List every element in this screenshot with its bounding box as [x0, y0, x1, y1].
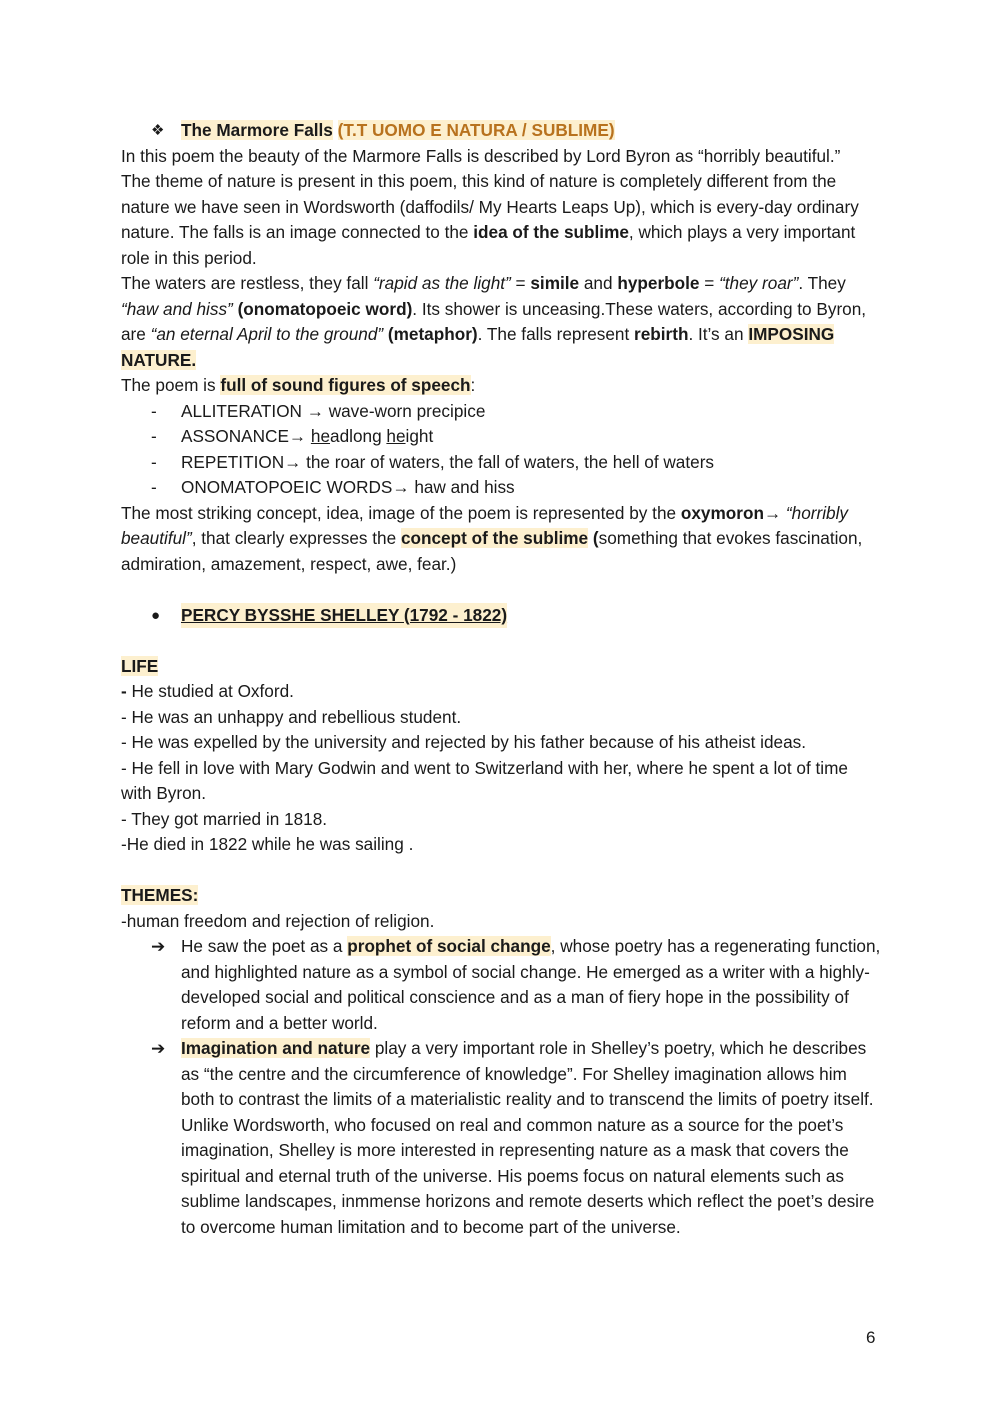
life-item: - He was an unhappy and rebellious student.	[121, 706, 462, 727]
section-heading-marmore	[151, 118, 881, 144]
diamond-bullet-icon: ❖	[151, 122, 165, 139]
list-item: - ASSONANCE→ headlong height	[151, 426, 434, 446]
spacer	[121, 577, 881, 603]
list-item: - ALLITERATION → wave-worn precipice	[151, 400, 486, 421]
arrow-bullet-icon: ➔	[151, 1038, 166, 1058]
life-item: - They got married in 1818.	[121, 808, 328, 829]
life-item: - He studied at Oxford.	[121, 681, 294, 701]
section-heading-shelley	[151, 603, 881, 629]
list-item: - REPETITION→ the roar of waters, the fall of waters, the hell of waters	[151, 451, 715, 472]
paragraph-waters: The waters are restless, they fall “rapid as the light” = simile and hyperbole = “they roar”. They “haw and hiss” (onomatopoeic word). Its shower is unceasing.These waters, according to Byron, are “an eternal April to the ground” (metaphor). The falls represent rebirth. It’s an IMPOSING NATURE.	[121, 273, 867, 370]
list-item: ➔ Imagination and nature play a very important role in Shelley’s poetry, which he describes as “the centre and the circumference of knowledge”. For Shelley imagination allows him both to contrast the limits of a materialistic reality and to transcend the limits of poetry itself. Unlike Wordsworth, who focused on real and common nature as a source for the poet’s imagination, Shelley is more interested in representing nature as a mask that covers the spiritual and eternal truth of the universe. His poems focus on natural elements such as sublime landscapes, inmmense horizons and remote deserts which reflect the poet’s desire to overcome human limitation and to become part of the universe.	[151, 1036, 881, 1240]
spacer	[121, 858, 881, 884]
life-item: -He died in 1822 while he was sailing .	[121, 834, 414, 854]
document-page	[121, 118, 881, 1240]
paragraph-intro: In this poem the beauty of the Marmore Falls is described by Lord Byron as “horribly beautiful.”	[121, 145, 841, 166]
page-number: 6	[866, 1328, 876, 1347]
dot-bullet-icon: ●	[151, 606, 161, 624]
paragraph-nature: The theme of nature is present in this poem, this kind of nature is completely different from the nature we have seen in Wordsworth (daffodils/ My Hearts Leaps Up), which is every-day ordinary nature. The falls is an image connected to the idea of the sublime, which plays a very important role in this period.	[121, 171, 859, 268]
life-item: - He fell in love with Mary Godwin and went to Switzerland with her, where he spent a lot of time with Byron.	[121, 757, 848, 803]
figures-list	[121, 399, 881, 501]
life-heading: LIFE	[121, 655, 159, 676]
themes-intro: -human freedom and rejection of religion.	[121, 910, 435, 931]
section-title: PERCY BYSSHE SHELLEY (1792 - 1822)	[181, 603, 507, 629]
themes-list	[121, 934, 881, 1240]
spacer	[121, 628, 881, 654]
list-item: - ONOMATOPOEIC WORDS→ haw and hiss	[151, 477, 515, 497]
themes-heading: THEMES:	[121, 885, 199, 905]
life-item: - He was expelled by the university and rejected by his father because of his atheist ideas.	[121, 732, 807, 752]
section-subtitle: (T.T UOMO E NATURA / SUBLIME)	[337, 120, 615, 140]
paragraph-oxymoron: The most striking concept, idea, image of the poem is represented by the oxymoron→ “horribly beautiful”, that clearly expresses the concept of the sublime (something that evokes fascination, admiration, amazement, respect, awe, fear.)	[121, 502, 863, 574]
list-item: ➔ He saw the poet as a prophet of social change, whose poetry has a regenerating function, and highlighted nature as a symbol of social change. He emerged as a writer with a highly- developed social and political conscience and as a man of fiery hope in the possibility of reform and a better world.	[151, 934, 881, 1036]
paragraph-sound-figures: The poem is full of sound figures of speech:	[121, 375, 476, 395]
arrow-bullet-icon: ➔	[151, 936, 166, 956]
section-title: The Marmore Falls	[181, 120, 333, 140]
